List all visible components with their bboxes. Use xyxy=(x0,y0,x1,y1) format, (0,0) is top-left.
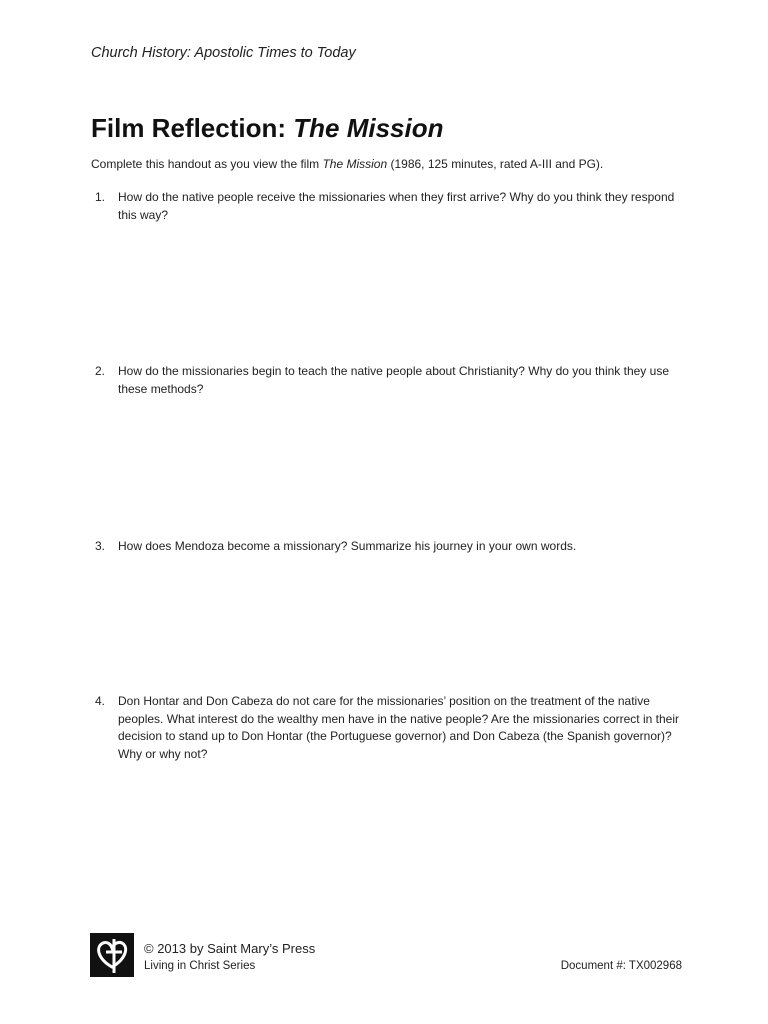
document-number: Document #: TX002968 xyxy=(560,960,682,972)
copyright-text: © 2013 by Saint Mary’s Press xyxy=(144,941,316,956)
question-1 xyxy=(95,189,685,224)
intro-film: The Mission xyxy=(322,157,388,171)
question-number: 2. xyxy=(95,364,106,378)
question-3 xyxy=(95,538,685,556)
question-text: How do the missionaries begin to teach the native people about Christianity? Why do you think they use these methods? xyxy=(118,364,669,396)
question-text: How do the native people receive the missionaries when they first arrive? Why do you think they respond this way? xyxy=(118,190,675,222)
question-number: 1. xyxy=(95,190,106,204)
running-head: Church History: Apostolic Times to Today xyxy=(91,45,356,61)
logo-mark-icon xyxy=(90,933,134,977)
intro-before: Complete this handout as you view the film xyxy=(91,157,323,171)
question-number: 4. xyxy=(95,694,106,708)
question-number: 3. xyxy=(95,539,106,553)
page-title xyxy=(91,113,444,144)
title-prefix: Film Reflection: xyxy=(91,113,294,143)
series-name: Living in Christ Series xyxy=(144,960,256,972)
question-4 xyxy=(95,693,685,763)
intro-after: (1986, 125 minutes, rated A-III and PG). xyxy=(387,157,604,171)
intro-text xyxy=(91,157,603,171)
question-2 xyxy=(95,363,685,398)
question-text: Don Hontar and Don Cabeza do not care for the missionaries’ position on the treatment of the native peoples. What interest do the wealthy men have in the native people? Are the missionaries correct in their decision to stand up to Don Hontar (the Portuguese governor) and Don Cabeza (the Spanish governor)? Why or why not? xyxy=(118,694,679,761)
question-text: How does Mendoza become a missionary? Summarize his journey in your own words. xyxy=(118,539,577,553)
saint-marys-press-logo-icon xyxy=(90,933,134,977)
title-film: The Mission xyxy=(293,113,444,143)
